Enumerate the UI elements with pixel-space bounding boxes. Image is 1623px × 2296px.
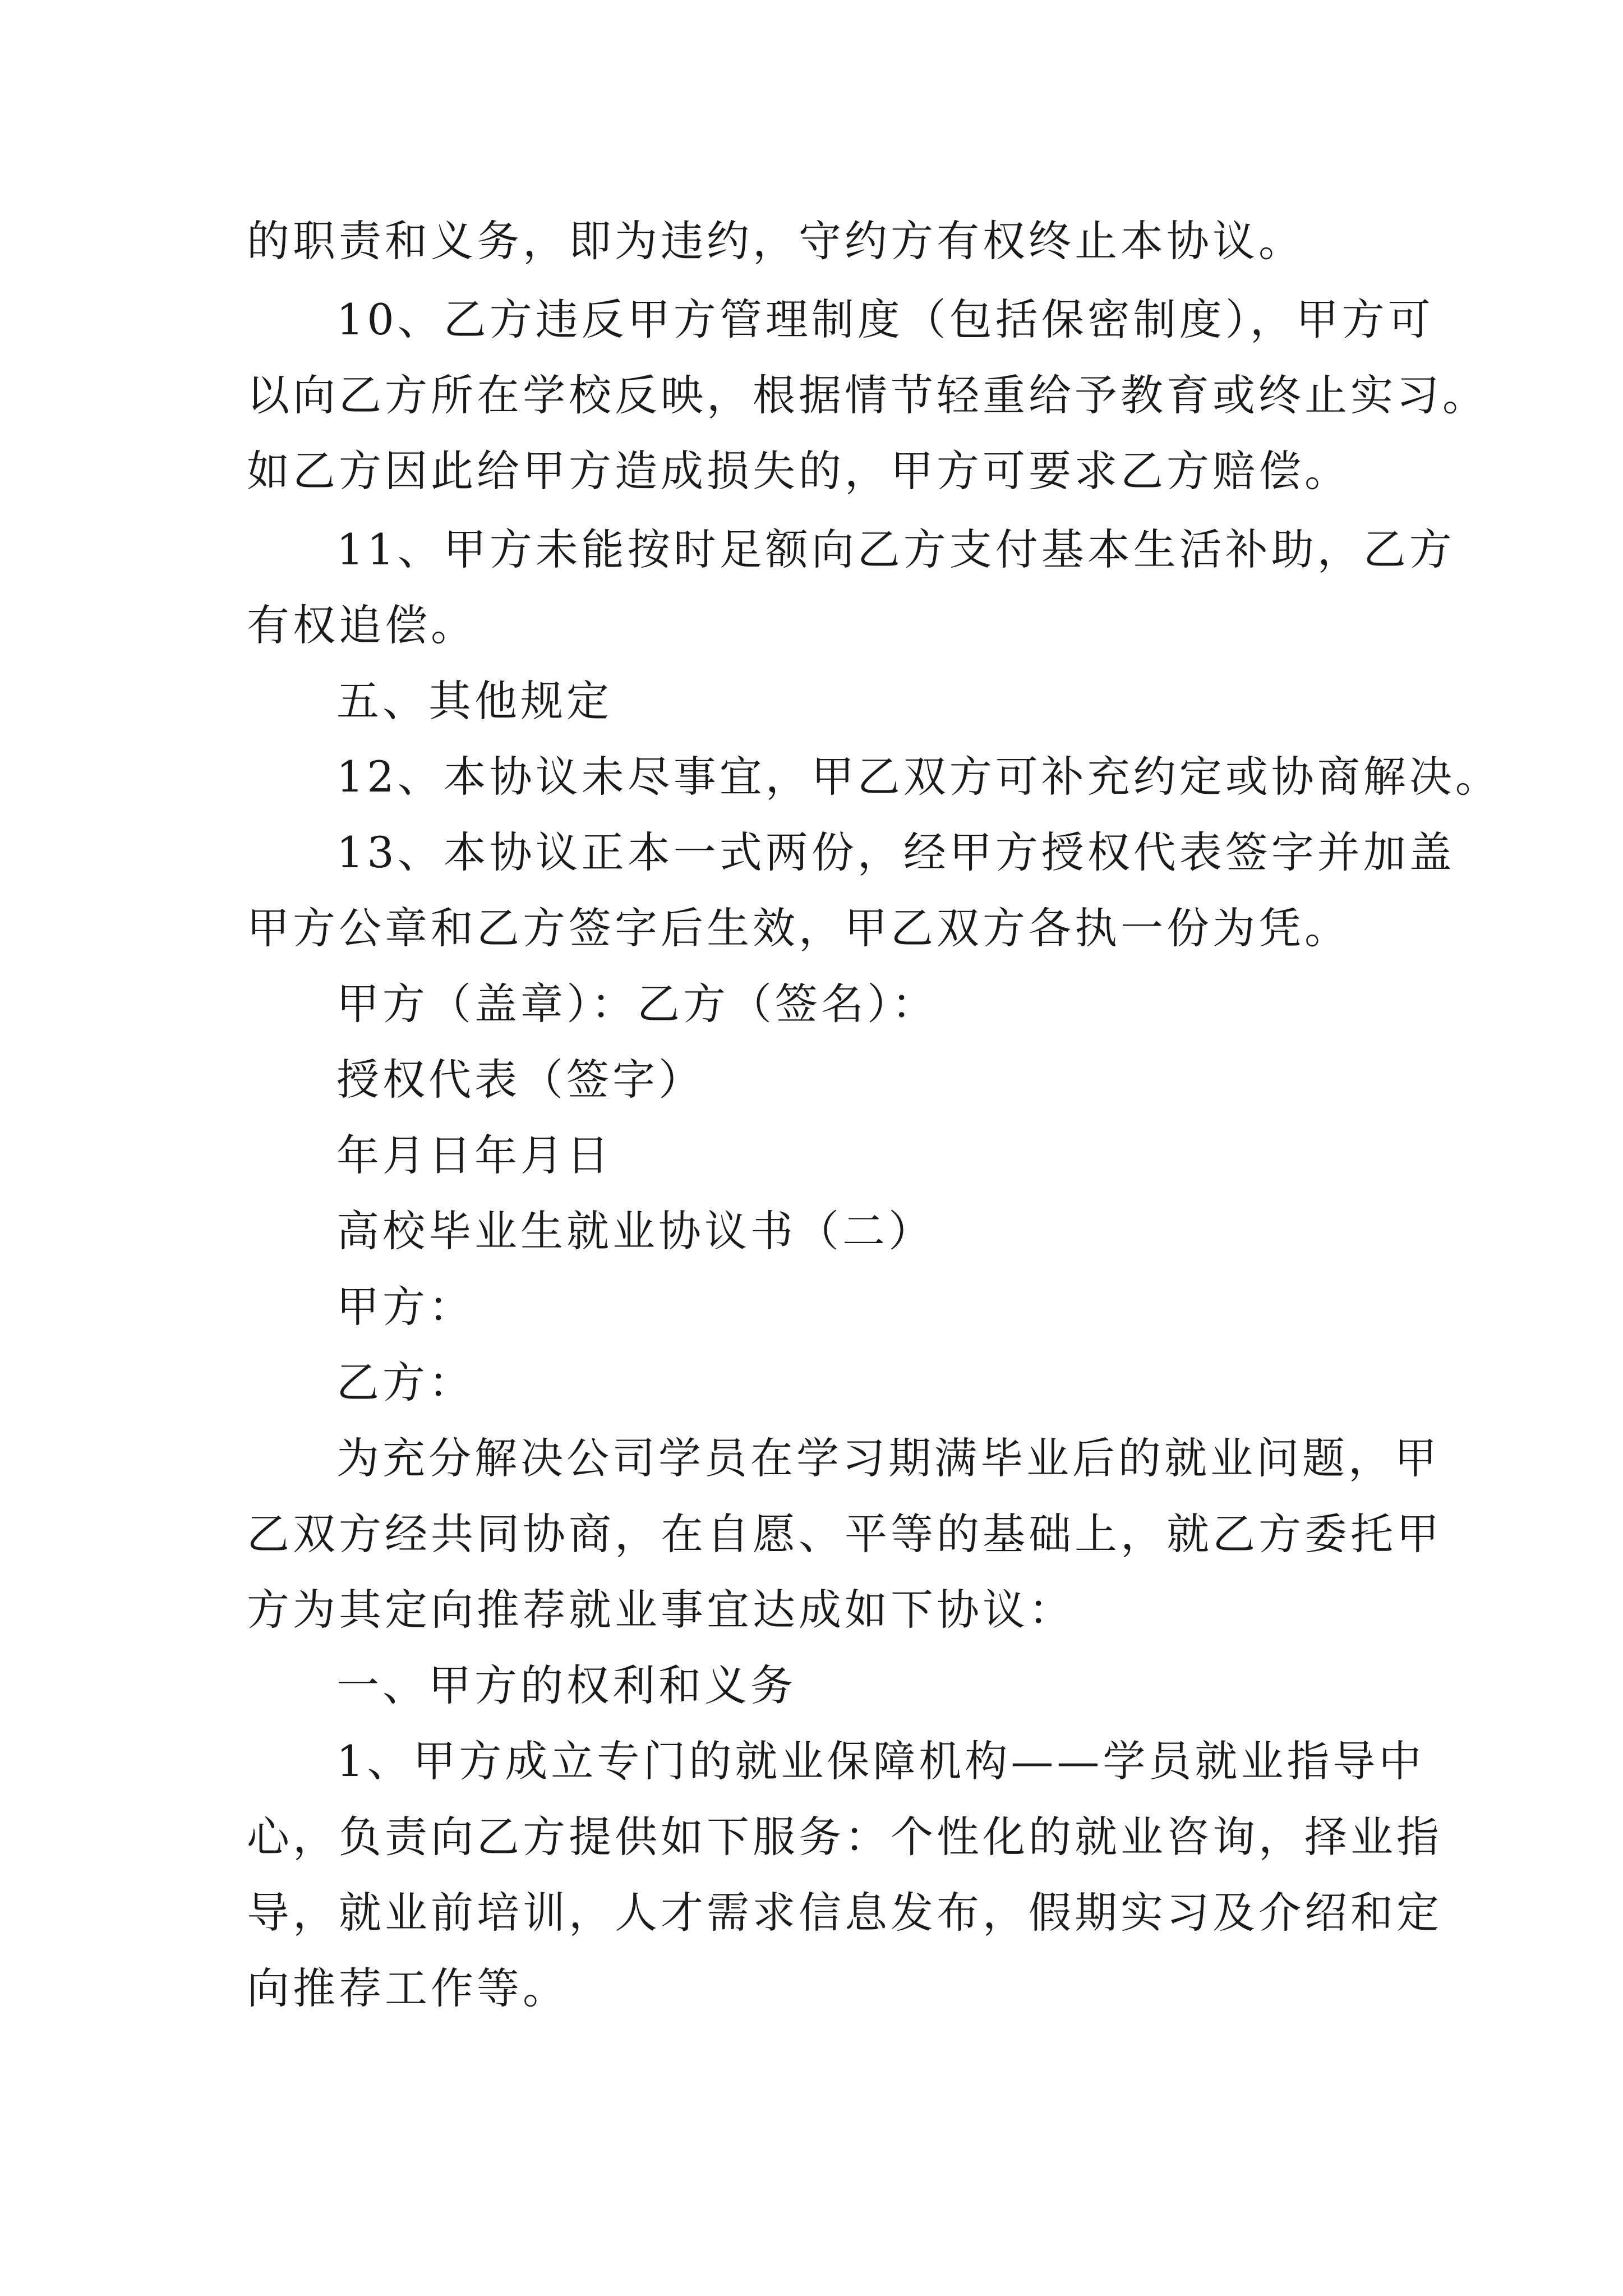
date-line: 年月日年月日 — [336, 1130, 612, 1180]
section-heading: 一、甲方的权利和义务 — [336, 1660, 796, 1710]
text-line: 心，负责向乙方提供如下服务：个性化的就业咨询，择业指 — [247, 1812, 1442, 1862]
text-line: 如乙方因此给甲方造成损失的，甲方可要求乙方赔偿。 — [247, 446, 1350, 496]
text-line: 方为其定向推荐就业事宜达成如下协议： — [247, 1585, 1075, 1635]
text-line: 导，就业前培训，人才需求信息发布，假期实习及介绍和定 — [247, 1888, 1442, 1938]
agreement-title: 高校毕业生就业协议书（二） — [336, 1206, 934, 1256]
text-line: 向推荐工作等。 — [247, 1963, 569, 2013]
clause-13-line: 13、本协议正本一式两份，经甲方授权代表签字并加盖 — [336, 827, 1455, 877]
text-line: 以向乙方所在学校反映，根据情节轻重给予教育或终止实习。 — [247, 370, 1488, 420]
clause-10-line: 10、乙方违反甲方管理制度（包括保密制度），甲方可 — [336, 295, 1434, 344]
signature-line: 甲方（盖章）：乙方（签名）： — [336, 979, 938, 1029]
party-b-line: 乙方： — [336, 1358, 474, 1407]
clause-1-line: 1、甲方成立专门的就业保障机构——学员就业指导中 — [336, 1736, 1425, 1786]
text-line: 的职责和义务，即为违约，守约方有权终止本协议。 — [247, 216, 1304, 266]
text-line: 乙双方经共同协商，在自愿、平等的基础上，就乙方委托甲 — [247, 1509, 1442, 1559]
clause-11-line: 11、甲方未能按时足额向乙方支付基本生活补助，乙方 — [336, 524, 1455, 574]
representative-line: 授权代表（签字） — [336, 1055, 704, 1105]
text-line: 有权追偿。 — [247, 600, 477, 650]
preamble-line: 为充分解决公司学员在学习期满毕业后的就业问题，甲 — [336, 1433, 1440, 1483]
clause-12-line: 12、本协议未尽事宜，甲乙双方可补充约定或协商解决。 — [336, 752, 1501, 802]
section-heading: 五、其他规定 — [336, 676, 612, 726]
party-a-line: 甲方： — [336, 1282, 474, 1332]
text-line: 甲方公章和乙方签字后生效，甲乙双方各执一份为凭。 — [247, 903, 1350, 953]
